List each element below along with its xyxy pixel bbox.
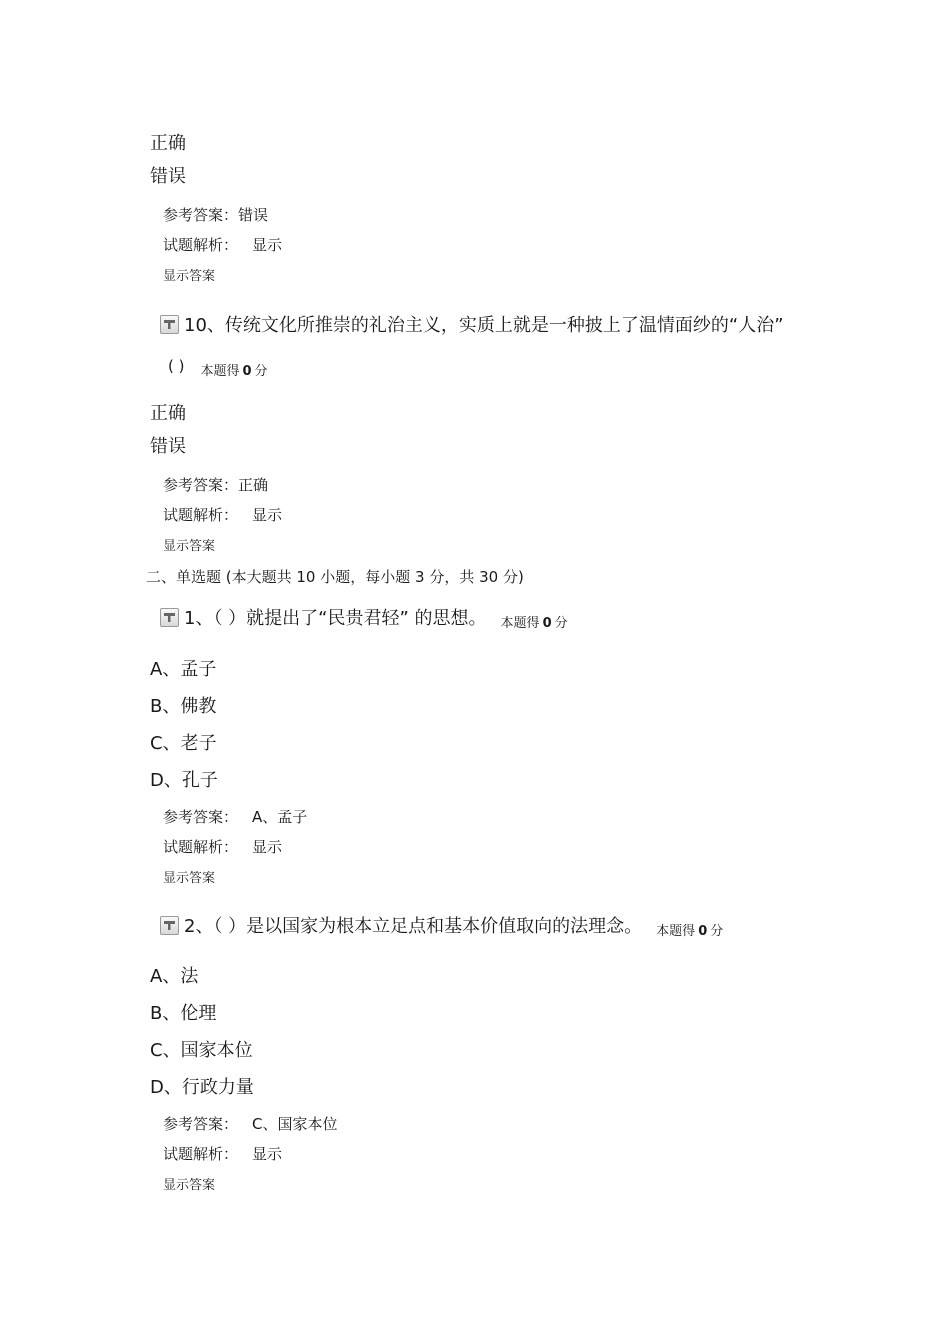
analysis-show-link[interactable]: 显示 [252, 236, 283, 254]
option-c[interactable]: C、国家本位 [150, 1040, 253, 1061]
reference-answer-label: 参考答案： [163, 206, 239, 224]
reference-answer-label: 参考答案： [163, 476, 239, 494]
question-mc-1 [160, 604, 568, 630]
flag-icon[interactable] [160, 608, 179, 627]
option-b[interactable]: B、伦理 [150, 1003, 217, 1024]
option-d[interactable]: D、孔子 [150, 770, 218, 791]
option-true[interactable]: 正确 [150, 133, 186, 154]
reference-answer-value: C、国家本位 [252, 1115, 338, 1133]
option-false[interactable]: 错误 [150, 436, 186, 457]
answer-blank: ( ) [168, 356, 185, 375]
flag-icon[interactable] [160, 916, 179, 935]
analysis [163, 234, 282, 255]
question-text: 10、传统文化所推崇的礼治主义，实质上就是一种披上了温情面纱的“人治” [184, 315, 784, 336]
reference-answer-label: 参考答案： [163, 808, 239, 826]
analysis-show-link[interactable]: 显示 [252, 1145, 283, 1163]
reference-answer [163, 204, 268, 225]
reference-answer-value: 错误 [238, 206, 269, 224]
reference-answer [163, 806, 307, 827]
flag-icon[interactable] [160, 315, 179, 334]
question-score: 本题得 0 分 [656, 923, 724, 939]
show-answer-link[interactable]: 显示答案 [163, 871, 216, 886]
question-text: 1、（ ）就提出了“民贵君轻” 的思想。 [184, 608, 487, 629]
option-false[interactable]: 错误 [150, 166, 186, 187]
question-score: 本题得 0 分 [200, 364, 268, 379]
option-true[interactable]: 正确 [150, 403, 186, 424]
option-d[interactable]: D、行政力量 [150, 1077, 254, 1098]
analysis-label: 试题解析： [163, 838, 239, 856]
analysis-label: 试题解析： [163, 506, 239, 524]
analysis [163, 504, 282, 525]
analysis-show-link[interactable]: 显示 [252, 506, 283, 524]
reference-answer [163, 474, 268, 495]
question-10 [160, 311, 784, 337]
analysis-label: 试题解析： [163, 236, 239, 254]
analysis [163, 836, 282, 857]
option-a[interactable]: A、法 [150, 966, 199, 987]
show-answer-link[interactable]: 显示答案 [163, 269, 216, 284]
show-answer-link[interactable]: 显示答案 [163, 1178, 216, 1193]
question-text: 2、（ ）是以国家为根本立足点和基本价值取向的法理念。 [184, 916, 643, 937]
option-a[interactable]: A、孟子 [150, 659, 217, 680]
question-10-blank-row [168, 356, 268, 379]
question-mc-2 [160, 912, 723, 938]
question-score: 本题得 0 分 [500, 615, 568, 631]
section-title: 二、单选题 (本大题共 10 小题，每小题 3 分，共 30 分) [146, 568, 524, 586]
analysis-label: 试题解析： [163, 1145, 239, 1163]
reference-answer-label: 参考答案： [163, 1115, 239, 1133]
reference-answer-value: A、孟子 [252, 808, 308, 826]
show-answer-link[interactable]: 显示答案 [163, 539, 216, 554]
analysis [163, 1143, 282, 1164]
reference-answer [163, 1113, 338, 1134]
option-c[interactable]: C、老子 [150, 733, 217, 754]
reference-answer-value: 正确 [238, 476, 269, 494]
analysis-show-link[interactable]: 显示 [252, 838, 283, 856]
option-b[interactable]: B、佛教 [150, 696, 217, 717]
